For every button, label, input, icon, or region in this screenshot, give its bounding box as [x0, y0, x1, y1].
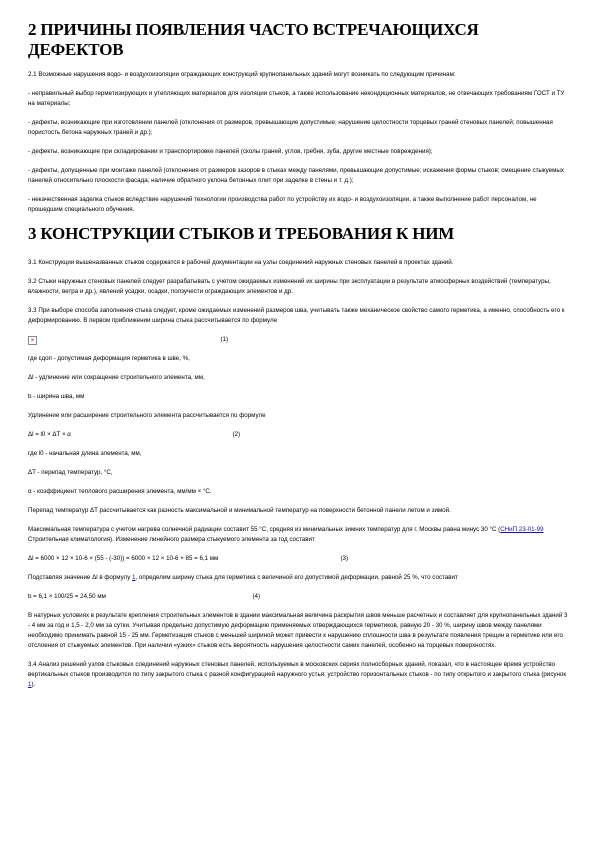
paragraph-text: Подставляя значение Δl в формулу — [28, 574, 133, 581]
definition-text: ΔT - перепад температур, °С, — [28, 469, 113, 476]
paragraph-max-temperature — [28, 525, 568, 545]
paragraph-text: Максимальная температура с учетом нагрева солнечной радиации составит 55 °С, средняя из минимальных зимних температур для г. Москвы равна минус 30 °С ( — [28, 526, 501, 533]
definition-text: b - ширина шва, мм — [28, 393, 85, 400]
snip-link[interactable]: СНиП 23-01-99 — [500, 526, 544, 533]
paragraph-temperature: Перепад температур ΔT рассчитывается как разность максимальной и минимальной температур на поверхности бетонной панели летом и зимой. — [28, 507, 451, 514]
section-heading-3: 3 КОНСТРУКЦИИ СТЫКОВ И ТРЕБОВАНИЯ К НИМ — [28, 224, 455, 243]
list-item: - дефекты, допущенные при монтаже панелей (отклонения от размеров зазоров в стыках между панелями, превышающие допустимые; искажения формы стыков; смещение стыкуемых панелей относительно плоскости фасада; наличие обратного уклона бетонных плит при заделке в стены и т. д.); — [28, 167, 564, 184]
paragraph-text: Строительная климатология). Изменение линейного размера стыкуемого элемента за год составит — [28, 536, 315, 543]
formula-link[interactable]: 1 — [132, 574, 136, 581]
list-item: - неправильный выбор герметизирующих и утепляющих материалов для изоляции стыков, а также использование некондиционных материалов, не отвечающих требованиям ГОСТ и ТУ на материалы; — [28, 90, 565, 107]
paragraph-3-4 — [28, 660, 568, 690]
definition-text: где l0 - начальная длина элемента, мм, — [28, 450, 142, 457]
definition-text: Δl - удлинение или сокращение строительного элемента, мм, — [28, 374, 205, 381]
document-content — [28, 20, 568, 699]
paragraph-elongation: Удлинение или расширение строительного элемента рассчитывается по формуле — [28, 412, 266, 419]
formula-text: b = 6,1 × 100/25 = 24,50 мм — [28, 593, 106, 600]
formula-text: Δl = l0 × ΔT × α — [28, 431, 71, 438]
formula-text: Δl = 6000 × 12 × 10-6 × (55 - (-30)) = 6000 × 12 × 10-6 × 85 = 6,1 мм — [28, 555, 219, 562]
formula-4 — [28, 592, 260, 602]
definition-text: α - коэффициент теплового расширения элемента, мм/мм × °С. — [28, 488, 212, 495]
paragraph-text: 3.4 Анализ решений узлов стыковых соединений наружных стеновых панелей, используемых в московских сериях полносборных зданий, показал, что в настоящее время устройство вертикальных стыков производится по типу закрытого стыка с разной конфигурацией наружного устья; устройство горизонтальных стыков - по типу открытого и закрытого стыка (рисунок — [28, 661, 567, 678]
formula-number: (1) — [220, 336, 228, 343]
formula-number: (2) — [232, 431, 240, 438]
formula-3 — [28, 554, 348, 564]
paragraph-3-2: 3.2 Стыки наружных стеновых панелей следует разрабатывать с учетом ожидаемых изменений их ширины при эксплуатации в результате атмосферных воздействий (температуры, влажности, ветра и др.), явлений усадки, осадки, ползучести ограждающих элементов и др. — [28, 278, 551, 295]
paragraph-substitution — [28, 573, 568, 583]
paragraph-3-3: 3.3 При выборе способа заполнения стыка следует, кроме ожидаемых изменений размеров шва, учитывать также механическое свойство самого герметика, а именно, способность его к деформированию. В первом приближении ширина стыка рассчитывается по формуле — [28, 307, 565, 324]
figure-link[interactable]: 1 — [28, 681, 32, 688]
formula-1 — [28, 335, 228, 345]
definition-text: где εдоп - допустимая деформация герметика в шве, %, — [28, 355, 190, 362]
formula-number: (3) — [340, 555, 348, 562]
broken-image-icon: × — [28, 336, 37, 345]
paragraph-text: , определим ширину стыка для герметика с величиной его допустимой деформации, равной 25 %, что составит — [135, 574, 458, 581]
paragraph-text: ). — [31, 681, 36, 688]
paragraph-natural-conditions: В натурных условиях в результате крепления строительных элементов в здании максимальная величина раскрытия швов меньше расчетных и составляет для крупнопанельных зданий 3 - 4 мм за год и 1,5 - 2,0 мм за сутки. Учитывая предельно допустимую деформацию применяемых отверждающихся герметиков, равную 20 - 30 %, ширину швов между панелями необходимо принимать равной 15 - 25 мм. Герметизация стыков с меньшей шириной может привести к нарушению сплошности шва в результате появления трещин в герметике или его отслоения от стыкуемых элементов. При наличии «узких» стыков есть вероятность нарушения целостности самих панелей, особенно на торцевых поверхностях. — [28, 612, 568, 649]
paragraph-3-1: 3.1 Конструкции вышеназванных стыков содержатся в рабочей документации на узлы соединений наружных стеновых панелей в проектах зданий. — [28, 259, 454, 266]
list-item: - дефекты, возникающие при складировании и транспортировке панелей (сколы граней, углов, гребня, зуба, другие местные повреждения); — [28, 148, 433, 155]
list-item: - дефекты, возникающие при изготовлении панелей (отклонения от размеров, превышающие допустимые; нарушение целостности торцевых граней стеновых панелей; повышенная пористость бетона наружных граней и др.); — [28, 119, 553, 136]
formula-2 — [28, 430, 240, 440]
list-item: - некачественная заделка стыков вследствие нарушений технологии производства работ по устройству их водо- и воздухоизоляции, а также выполнение работ персоналом, не прошедшим специального обучения. — [28, 196, 537, 213]
section-heading-2: 2 ПРИЧИНЫ ПОЯВЛЕНИЯ ЧАСТО ВСТРЕЧАЮЩИХСЯ ДЕФЕКТОВ — [28, 20, 479, 59]
paragraph-2-1: 2.1 Возможные нарушения водо- и воздухоизоляции ограждающих конструкций крупнопанельных зданий могут возникать по следующим причинам: — [28, 71, 456, 78]
formula-number: (4) — [252, 593, 260, 600]
